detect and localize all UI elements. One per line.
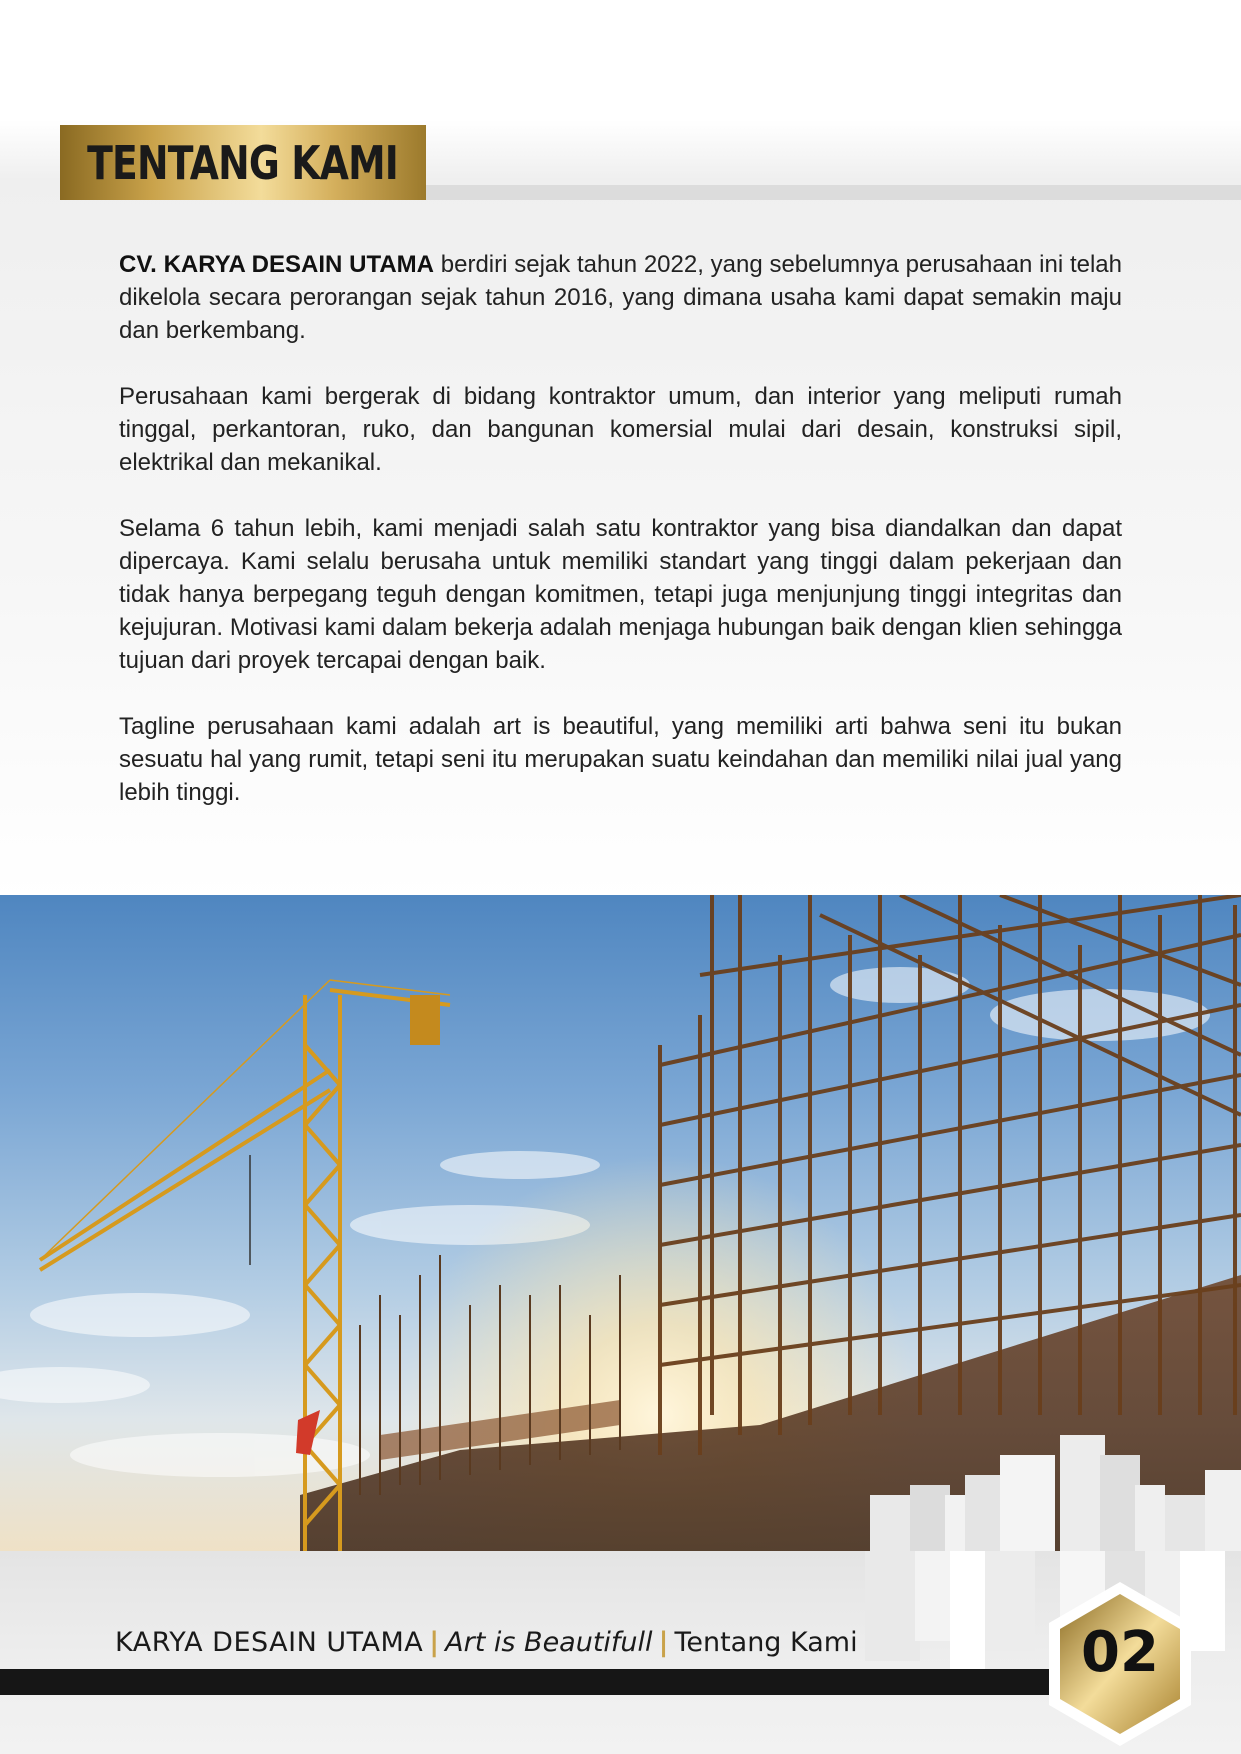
footer-caption bbox=[115, 1627, 858, 1658]
footer-tagline: Art is Beautifull bbox=[445, 1627, 653, 1658]
footer-separator: | bbox=[429, 1627, 440, 1658]
footer-separator: | bbox=[658, 1627, 669, 1658]
footer-brand: KARYA DESAIN UTAMA bbox=[115, 1627, 424, 1658]
footer-section: Tentang Kami bbox=[674, 1627, 858, 1658]
company-name: CV. KARYA DESAIN UTAMA bbox=[119, 251, 434, 278]
paragraph-experience: Selama 6 tahun lebih, kami menjadi salah satu kontraktor yang bisa diandalkan dan dapat dipercaya. Kami selalu berusaha untuk memiliki standart yang tinggi dalam pekerjaan dan tidak hanya berpegang teguh dengan komitmen, tetapi juga menjunjung tinggi integritas dan kejujuran. Motivasi kami dalam bekerja adalah menjaga hubungan baik dengan klien sehingga tujuan dari proyek tercapai dengan baik. bbox=[119, 515, 1122, 674]
paragraph-services: Perusahaan kami bergerak di bidang kontraktor umum, dan interior yang meliputi rumah tinggal, perkantoran, ruko, dan bangunan komersial mulai dari desain, konstruksi sipil, elektrikal dan mekanikal. bbox=[119, 383, 1122, 476]
paragraph-intro bbox=[119, 248, 1122, 347]
title-divider bbox=[426, 185, 1241, 200]
paragraph-tagline: Tagline perusahaan kami adalah art is beautiful, yang memiliki arti bahwa seni itu bukan sesuatu hal yang rumit, tetapi seni itu merupakan suatu keindahan dan memiliki nilai jual yang lebih tinggi. bbox=[119, 713, 1122, 806]
construction-scene bbox=[0, 895, 1241, 1551]
construction-photo bbox=[0, 895, 1241, 1551]
about-text bbox=[119, 248, 1122, 842]
intro-text: berdiri sejak tahun 2022, yang sebelumnya perusahaan ini telah dikelola secara perorangan sejak tahun 2016, yang dimana usaha kami dapat semakin maju dan berkembang. bbox=[119, 251, 1122, 344]
crane-counterweight bbox=[410, 995, 440, 1045]
page-title: TENTANG KAMI bbox=[87, 135, 399, 190]
footer-bar bbox=[0, 1669, 1070, 1695]
section-title-banner bbox=[60, 125, 426, 200]
page-number: 02 bbox=[1081, 1620, 1159, 1685]
